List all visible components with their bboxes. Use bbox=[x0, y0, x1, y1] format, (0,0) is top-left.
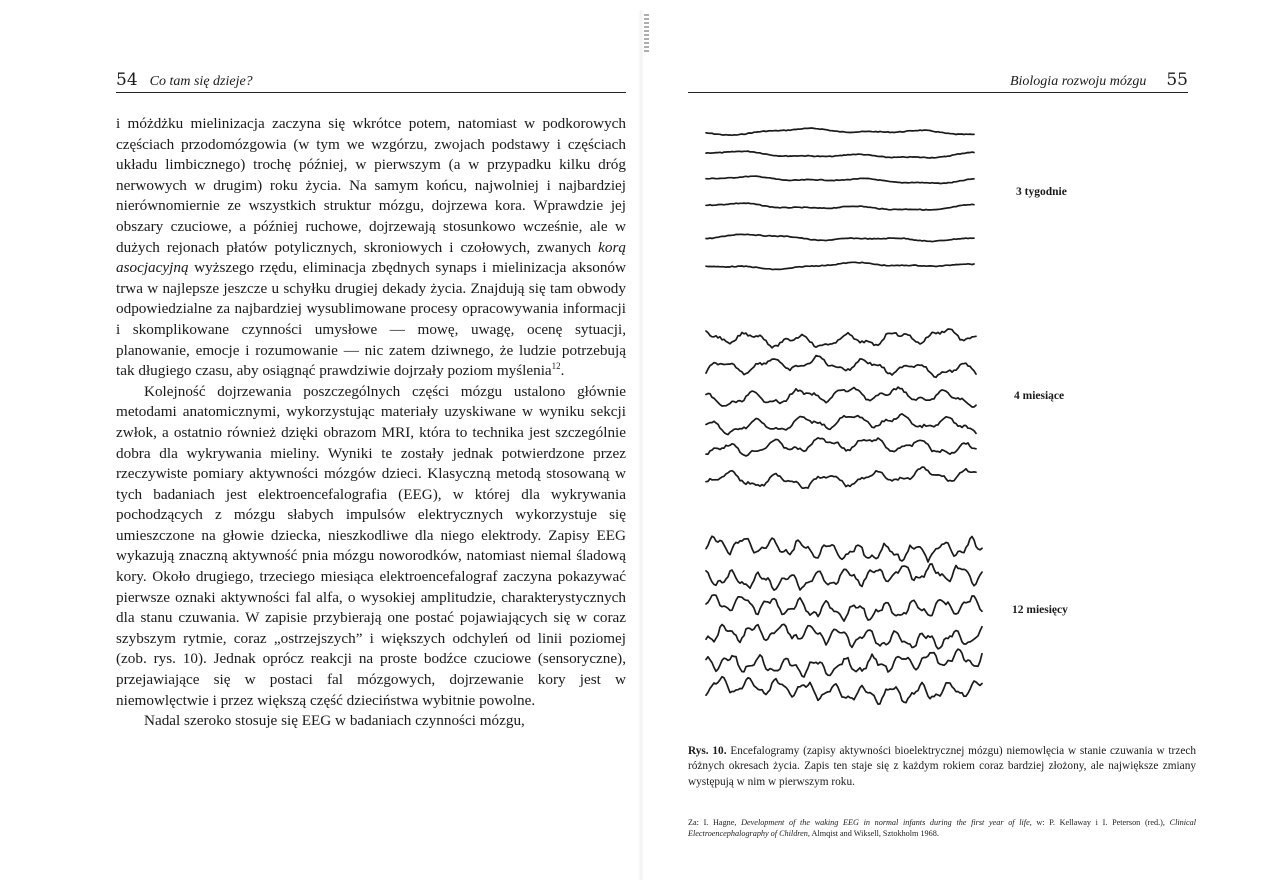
left-running-title: Co tam się dzieje? bbox=[149, 74, 253, 89]
eeg-trace bbox=[706, 176, 974, 183]
eeg-trace bbox=[706, 595, 982, 621]
eeg-trace bbox=[706, 262, 974, 269]
footnote-ref: 12 bbox=[551, 361, 561, 372]
eeg-trace bbox=[706, 128, 974, 135]
eeg-trace bbox=[706, 234, 974, 241]
group-label-4-months: 4 miesiące bbox=[1014, 390, 1065, 402]
right-page bbox=[640, 0, 1262, 894]
right-running-title: Biologia rozwoju mózgu bbox=[1009, 74, 1147, 89]
eeg-trace bbox=[706, 536, 982, 562]
left-page-header bbox=[116, 70, 626, 93]
figure-caption bbox=[688, 744, 1196, 790]
figure-source: Za: I. Hagne, Development of the waking EEG in normal infants during the first year of life, w: P. Kellaway i I. Peterson (red.), Clinical Electroencephalography of Children, Almqist and Wiksell, Sztokholm 1968. bbox=[688, 818, 1197, 838]
paragraph-2: Kolejność dojrzewania poszczególnych części mózgu ustalono głównie metodami anatomicznymi, wykorzystując materiały uzyskiwane w wyniku sekcji zwłok, a ostatnio również dzięki obrazom MRI, która to technika jest szczególnie dobra dla wykrywania mieliny. Wyniki te zostały jednak potwierdzone przez rzeczywiste pomiary aktywności mózgów dzieci. Klasyczną metodą stosowaną w tych badaniach jest elektroencefalografia (EEG), w której dla wykrywania pochodzących z mózgu słabych impulsów elektrycznych wykorzystuje się umieszczone na głowie dziecka, nieszkodliwe dla niego elektrody. Zapisy EEG wykazują znaczną aktywność pnia mózgu noworodków, natomiast niemal śladową kory. Około drugiego, trzeciego miesiąca elektroencefalograf zaczyna pokazywać pierwsze oznaki aktywności fal alfa, o wysokiej amplitudzie, charakterystycznych dla stanu czuwania. W zapisie przybierają one postać pojawiających się w coraz szybszym rytmie, coraz „ostrzejszych” i większych odchyleń od linii poziomej (zob. rys. 10). Jednak oprócz reakcji na proste bodźce czuciowe (sensoryczne), przejawiające się w postaci fal mózgowych, dojrzewanie kory jest w niemowlęctwie i przez większą część dzieciństwa wybitnie powolne. bbox=[116, 382, 626, 709]
eeg-trace bbox=[706, 387, 976, 407]
eeg-trace bbox=[706, 329, 976, 348]
left-body-text bbox=[116, 114, 626, 732]
eeg-trace bbox=[706, 438, 976, 456]
eeg-trace bbox=[706, 356, 976, 378]
paragraph-3: Nadal szeroko stosuje się EEG w badaniach czynności mózgu, bbox=[144, 712, 525, 730]
eeg-trace bbox=[706, 564, 982, 590]
eeg-trace bbox=[706, 151, 974, 158]
caption-text: Encefalogramy (zapisy aktywności bioelektrycznej mózgu) niemowlęcia w stanie czuwania w trzech różnych okresach życia. Zapis ten staje się z każdym rokiem coraz bardziej złożony, ale największe zmiany występują w nim w pierwszym roku. bbox=[688, 745, 1197, 788]
emphasis-term: korą asocjacyjną bbox=[116, 238, 626, 277]
left-page-number: 54 bbox=[116, 70, 138, 90]
caption-label: Rys. 10. bbox=[688, 745, 727, 757]
eeg-trace bbox=[706, 624, 982, 649]
eeg-trace bbox=[706, 467, 976, 488]
eeg-trace bbox=[706, 677, 982, 704]
eeg-trace bbox=[706, 649, 982, 677]
group-label-3-weeks: 3 tygodnie bbox=[1016, 186, 1067, 198]
eeg-trace bbox=[706, 203, 974, 210]
paragraph-1: i móżdżku mielinizacja zaczyna się wkrótce potem, natomiast w podkorowych częściach przodomózgowia (w tym we wzgórzu, zwojach podstawy i częściach układu limbicznego) trochę później, w pierwszym (a w przypadku kilku dróg nerwowych w drugim) roku życia. Na samym końcu, najwolniej i najbardziej nierównomiernie ze wszystkich struktur mózgu, dojrzewa kora. Wprawdzie jej obszary czuciowe, a później ruchowe, dojrzewają stosunkowo wcześnie, ale w dużych rejonach płatów potylicznych, skroniowych i czołowych, zwanych korą asocjacyjną wyższego rzędu, eliminacja zbędnych synaps i mielinizacja aksonów trwa w najlepsze jeszcze u schyłku drugiej dekady życia. Znajdują się tam obwody odpowiedzialne za najbardziej wysublimowane procesy opracowywania informacji i skomplikowane czynności umysłowe — mowę, uwagę, ocenę sytuacji, planowanie, emocje i rozumowanie — nic zatem dziwnego, że ludzie potrzebują tak długiego czasu, aby osiągnąć prawdziwie dojrzały poziom myślenia$^{12}$. bbox=[116, 115, 626, 380]
right-page-number: 55 bbox=[1166, 70, 1188, 90]
eeg-trace bbox=[706, 414, 976, 435]
group-label-12-months: 12 miesięcy bbox=[1012, 604, 1068, 616]
